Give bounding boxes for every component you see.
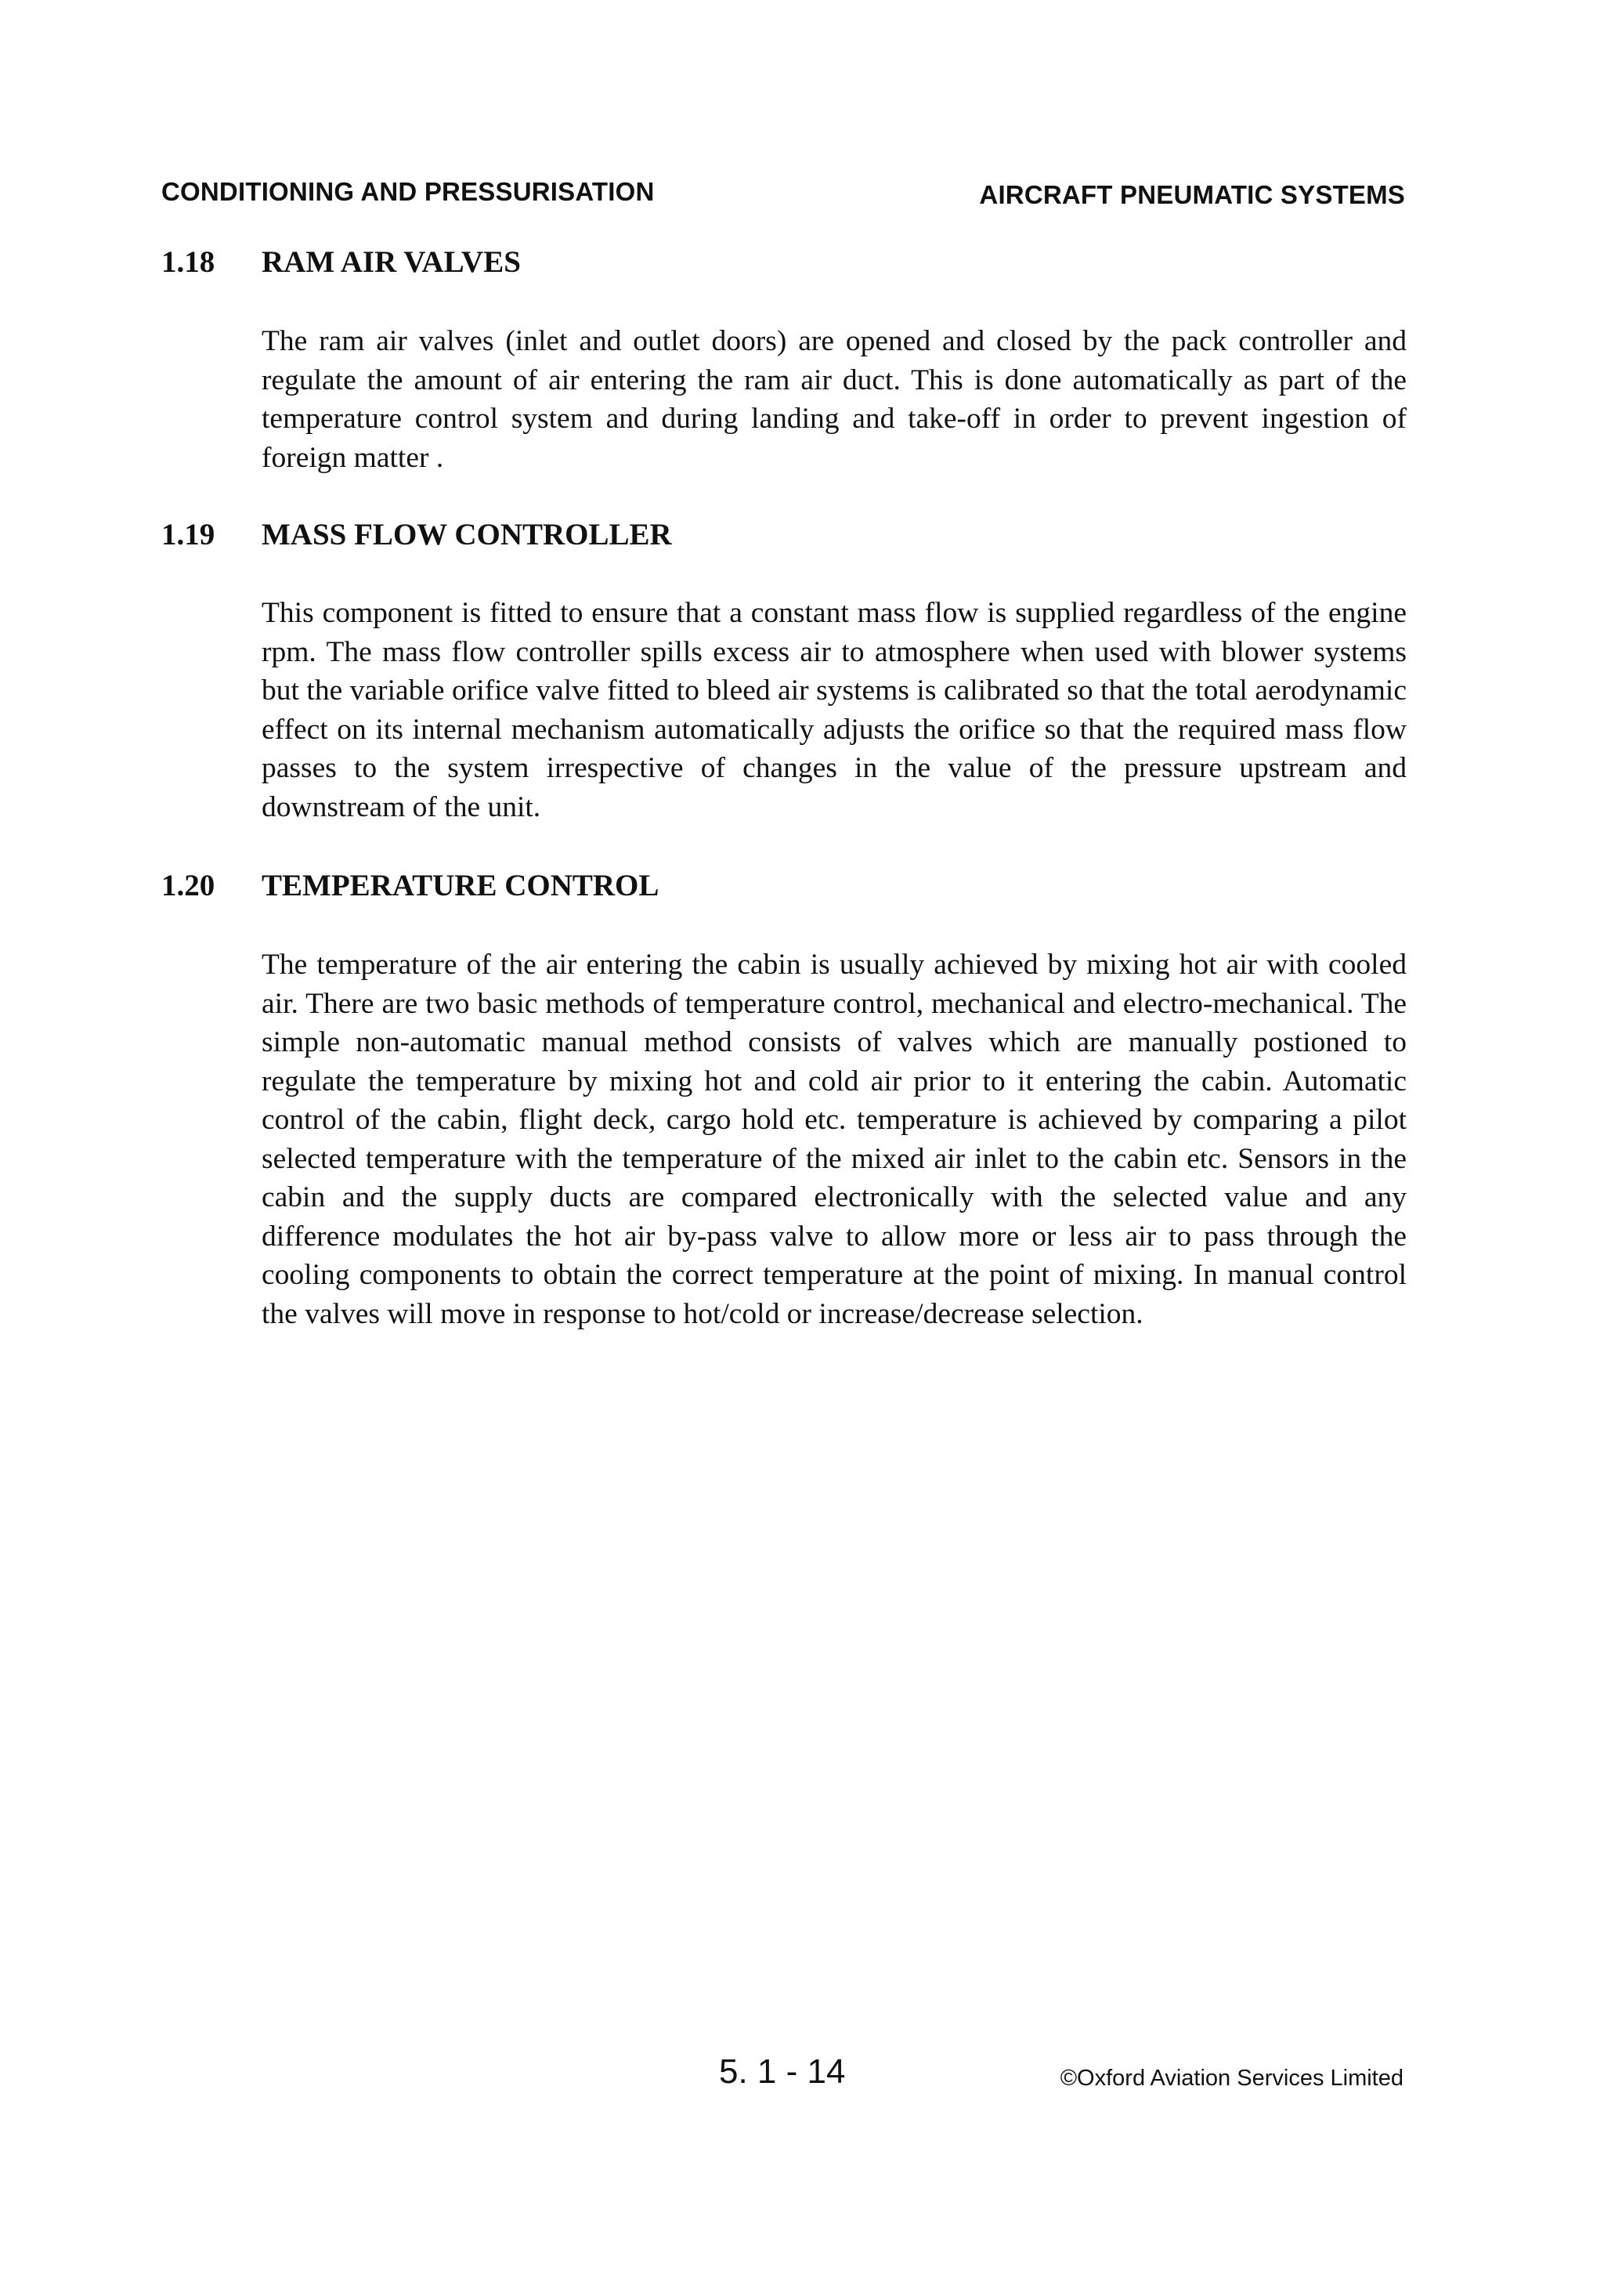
section-number: 1.20 <box>161 869 215 902</box>
section-number: 1.19 <box>161 518 215 551</box>
copyright-notice: ©Oxford Aviation Services Limited <box>1060 2066 1404 2091</box>
section-body: This component is fitted to ensure that a constant mass flow is supplied regardless of the engine rpm. The mass flow controller spills excess air to atmosphere when used with blower systems but the variable orifice valve fitted to bleed air systems is calibrated so that the total aerodynamic effect on its internal mechanism automatically adjusts the orifice so that the required mass flow passes to the system irrespective of changes in the value of the pressure upstream and downstream of the unit. <box>262 597 1407 823</box>
section-heading: TEMPERATURE CONTROL <box>262 869 659 902</box>
section-number: 1.18 <box>161 245 215 279</box>
header-book-title: AIRCRAFT PNEUMATIC SYSTEMS <box>979 180 1405 209</box>
section-body: The ram air valves (inlet and outlet doors) are opened and closed by the pack controller and regulate the amount of air entering the ram air duct. This is done automatically as part of the temperature control system and during landing and take-off in order to prevent ingestion of foreign matter . <box>262 325 1407 474</box>
section-heading: MASS FLOW CONTROLLER <box>262 518 672 551</box>
header-chapter-title: CONDITIONING AND PRESSURISATION <box>161 177 655 206</box>
section-heading: RAM AIR VALVES <box>262 245 521 279</box>
page-number: 5. 1 - 14 <box>719 2052 846 2091</box>
section-body: The temperature of the air entering the cabin is usually achieved by mixing hot air with cooled air. There are two basic methods of temperature control, mechanical and electro-mechanical. The simple non-automatic manual method consists of valves which are manually postioned to regulate the temperature by mixing hot and cold air prior to it entering the cabin. Automatic control of the cabin, flight deck, cargo hold etc. temperature is achieved by comparing a pilot selected temperature with the temperature of the mixed air inlet to the cabin etc. Sensors in the cabin and the supply ducts are compared electronically with the selected value and any difference modulates the hot air by-pass valve to allow more or less air to pass through the cooling components to obtain the correct temperature at the point of mixing. In manual control the valves will move in response to hot/cold or increase/decrease selection. <box>262 949 1407 1330</box>
